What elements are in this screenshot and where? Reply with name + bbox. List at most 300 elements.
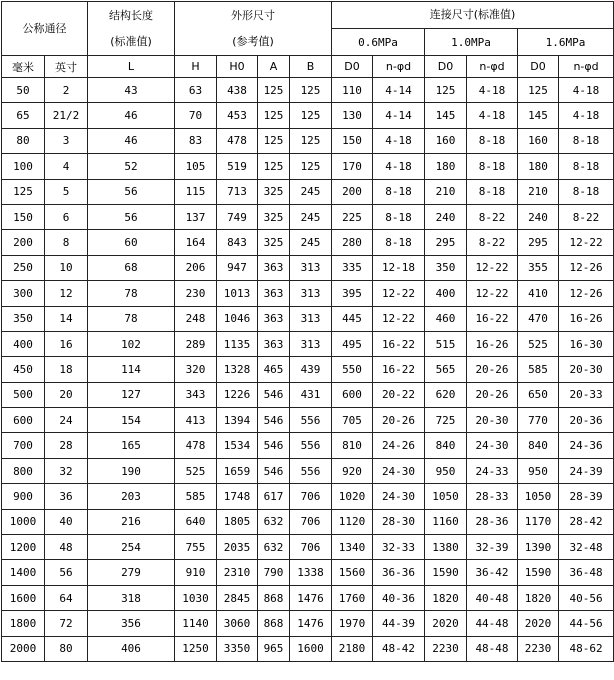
cell-D0-0-6: 2180 [332, 636, 373, 661]
structure-length-note: (标准值) [110, 34, 152, 48]
cell-nphid-0-6: 12-22 [373, 281, 425, 306]
cell-D0-1-0: 125 [425, 78, 467, 103]
table-row [2, 204, 614, 229]
cell-mm: 600 [2, 408, 45, 433]
cell-mm: 200 [2, 230, 45, 255]
cell-H0: 749 [217, 204, 258, 229]
cell-mm: 50 [2, 78, 45, 103]
cell-A: 546 [258, 433, 290, 458]
cell-mm: 125 [2, 179, 45, 204]
header-A: A [258, 56, 290, 78]
cell-nphid-0-6: 20-26 [373, 408, 425, 433]
cell-H0: 843 [217, 230, 258, 255]
cell-H0: 1534 [217, 433, 258, 458]
cell-H0: 947 [217, 255, 258, 280]
table-row [2, 611, 614, 636]
cell-nphid-1-6: 4-18 [559, 103, 614, 128]
cell-H0: 713 [217, 179, 258, 204]
cell-inch: 8 [45, 230, 88, 255]
cell-nphid-1-0: 20-30 [467, 408, 518, 433]
cell-nphid-1-6: 8-22 [559, 204, 614, 229]
cell-D0-0-6: 1760 [332, 585, 373, 610]
cell-mm: 1400 [2, 560, 45, 585]
cell-nphid-0-6: 20-22 [373, 382, 425, 407]
cell-nphid-1-6: 20-30 [559, 357, 614, 382]
cell-nphid-1-0: 8-22 [467, 230, 518, 255]
cell-L: 78 [88, 281, 175, 306]
cell-H: 137 [175, 204, 217, 229]
table-row [2, 357, 614, 382]
cell-nphid-1-6: 20-36 [559, 408, 614, 433]
cell-D0-0-6: 280 [332, 230, 373, 255]
cell-H0: 3060 [217, 611, 258, 636]
cell-D0-0-6: 395 [332, 281, 373, 306]
header-D0-0-6: D0 [332, 56, 373, 78]
cell-D0-1-6: 840 [518, 433, 559, 458]
cell-D0-1-6: 525 [518, 331, 559, 356]
header-inch: 英寸 [45, 56, 88, 78]
cell-D0-1-6: 770 [518, 408, 559, 433]
cell-mm: 300 [2, 281, 45, 306]
cell-A: 965 [258, 636, 290, 661]
cell-nphid-0-6: 12-18 [373, 255, 425, 280]
cell-nphid-0-6: 40-36 [373, 585, 425, 610]
cell-D0-0-6: 705 [332, 408, 373, 433]
cell-inch: 2 [45, 78, 88, 103]
cell-D0-1-6: 2230 [518, 636, 559, 661]
cell-nphid-0-6: 8-18 [373, 204, 425, 229]
cell-A: 632 [258, 535, 290, 560]
cell-B: 556 [290, 433, 332, 458]
header-connection-dims: 连接尺寸(标准值) [332, 2, 614, 29]
cell-H0: 1046 [217, 306, 258, 331]
cell-D0-1-0: 240 [425, 204, 467, 229]
cell-nphid-1-0: 28-33 [467, 484, 518, 509]
cell-L: 52 [88, 154, 175, 179]
cell-nphid-1-0: 16-22 [467, 306, 518, 331]
cell-H: 289 [175, 331, 217, 356]
cell-inch: 72 [45, 611, 88, 636]
cell-nphid-1-0: 12-22 [467, 255, 518, 280]
cell-A: 632 [258, 509, 290, 534]
cell-A: 325 [258, 204, 290, 229]
cell-D0-0-6: 495 [332, 331, 373, 356]
cell-nphid-0-6: 4-18 [373, 128, 425, 153]
cell-mm: 1000 [2, 509, 45, 534]
cell-mm: 800 [2, 458, 45, 483]
cell-nphid-0-6: 8-18 [373, 179, 425, 204]
table-row [2, 281, 614, 306]
cell-D0-1-0: 1050 [425, 484, 467, 509]
cell-nphid-1-6: 12-26 [559, 281, 614, 306]
header-nphid-1-0: n-φd [467, 56, 518, 78]
cell-nphid-1-0: 4-18 [467, 78, 518, 103]
cell-D0-1-0: 565 [425, 357, 467, 382]
cell-A: 363 [258, 255, 290, 280]
header-outline-dims [175, 2, 332, 56]
cell-inch: 28 [45, 433, 88, 458]
cell-inch: 64 [45, 585, 88, 610]
cell-H: 585 [175, 484, 217, 509]
cell-D0-1-6: 240 [518, 204, 559, 229]
cell-nphid-1-6: 8-18 [559, 128, 614, 153]
table-row [2, 509, 614, 534]
cell-nphid-1-6: 16-30 [559, 331, 614, 356]
cell-H0: 1135 [217, 331, 258, 356]
cell-nphid-1-6: 24-36 [559, 433, 614, 458]
cell-nphid-1-6: 48-62 [559, 636, 614, 661]
cell-nphid-0-6: 28-30 [373, 509, 425, 534]
cell-nphid-1-0: 36-42 [467, 560, 518, 585]
cell-D0-1-6: 2020 [518, 611, 559, 636]
cell-nphid-1-6: 12-22 [559, 230, 614, 255]
cell-B: 1600 [290, 636, 332, 661]
cell-inch: 5 [45, 179, 88, 204]
cell-A: 125 [258, 128, 290, 153]
cell-H: 206 [175, 255, 217, 280]
cell-D0-1-6: 160 [518, 128, 559, 153]
cell-nphid-1-6: 4-18 [559, 78, 614, 103]
table-row [2, 484, 614, 509]
cell-mm: 2000 [2, 636, 45, 661]
cell-nphid-1-0: 8-18 [467, 128, 518, 153]
cell-H0: 1394 [217, 408, 258, 433]
header-nphid-0-6: n-φd [373, 56, 425, 78]
table-row [2, 78, 614, 103]
cell-A: 465 [258, 357, 290, 382]
cell-H: 343 [175, 382, 217, 407]
cell-L: 127 [88, 382, 175, 407]
table-row [2, 382, 614, 407]
cell-B: 1476 [290, 611, 332, 636]
cell-L: 60 [88, 230, 175, 255]
cell-D0-0-6: 1560 [332, 560, 373, 585]
cell-H: 413 [175, 408, 217, 433]
cell-H: 83 [175, 128, 217, 153]
cell-B: 125 [290, 128, 332, 153]
table-row [2, 331, 614, 356]
cell-D0-0-6: 1970 [332, 611, 373, 636]
cell-A: 125 [258, 78, 290, 103]
cell-B: 313 [290, 331, 332, 356]
cell-B: 313 [290, 306, 332, 331]
cell-nphid-0-6: 4-18 [373, 154, 425, 179]
cell-D0-1-0: 210 [425, 179, 467, 204]
cell-D0-1-0: 2020 [425, 611, 467, 636]
cell-nphid-1-0: 32-39 [467, 535, 518, 560]
cell-D0-0-6: 1340 [332, 535, 373, 560]
cell-nphid-1-0: 40-48 [467, 585, 518, 610]
table-row [2, 230, 614, 255]
cell-D0-0-6: 920 [332, 458, 373, 483]
cell-D0-1-6: 470 [518, 306, 559, 331]
cell-L: 406 [88, 636, 175, 661]
cell-inch: 16 [45, 331, 88, 356]
cell-B: 313 [290, 281, 332, 306]
cell-A: 868 [258, 611, 290, 636]
table-row [2, 458, 614, 483]
cell-D0-1-0: 160 [425, 128, 467, 153]
cell-L: 46 [88, 128, 175, 153]
cell-D0-1-0: 1820 [425, 585, 467, 610]
cell-L: 154 [88, 408, 175, 433]
cell-B: 125 [290, 78, 332, 103]
cell-D0-1-0: 350 [425, 255, 467, 280]
header-pressure-1-0: 1.0MPa [425, 29, 518, 56]
cell-D0-1-6: 950 [518, 458, 559, 483]
cell-nphid-1-6: 12-26 [559, 255, 614, 280]
cell-L: 68 [88, 255, 175, 280]
cell-L: 203 [88, 484, 175, 509]
cell-nphid-1-6: 36-48 [559, 560, 614, 585]
cell-nphid-1-6: 40-56 [559, 585, 614, 610]
cell-D0-1-0: 950 [425, 458, 467, 483]
table-row [2, 433, 614, 458]
cell-D0-1-6: 295 [518, 230, 559, 255]
cell-A: 125 [258, 154, 290, 179]
cell-D0-0-6: 170 [332, 154, 373, 179]
cell-L: 254 [88, 535, 175, 560]
cell-D0-1-6: 355 [518, 255, 559, 280]
cell-nphid-1-0: 8-18 [467, 154, 518, 179]
cell-B: 125 [290, 103, 332, 128]
cell-A: 546 [258, 382, 290, 407]
table-body [2, 78, 614, 662]
table-row [2, 179, 614, 204]
cell-mm: 500 [2, 382, 45, 407]
cell-nphid-0-6: 16-22 [373, 331, 425, 356]
cell-mm: 150 [2, 204, 45, 229]
cell-H0: 1226 [217, 382, 258, 407]
cell-nphid-1-6: 28-39 [559, 484, 614, 509]
table-row [2, 560, 614, 585]
cell-B: 706 [290, 484, 332, 509]
table-row [2, 255, 614, 280]
cell-B: 556 [290, 458, 332, 483]
cell-H0: 1748 [217, 484, 258, 509]
cell-H0: 3350 [217, 636, 258, 661]
cell-inch: 10 [45, 255, 88, 280]
cell-nphid-1-0: 48-48 [467, 636, 518, 661]
cell-B: 556 [290, 408, 332, 433]
cell-H0: 2845 [217, 585, 258, 610]
structure-length-title: 结构长度 [109, 8, 153, 22]
cell-H0: 453 [217, 103, 258, 128]
cell-inch: 12 [45, 281, 88, 306]
cell-nphid-0-6: 4-14 [373, 78, 425, 103]
cell-D0-1-6: 1050 [518, 484, 559, 509]
cell-D0-1-6: 1820 [518, 585, 559, 610]
cell-H: 230 [175, 281, 217, 306]
cell-D0-0-6: 130 [332, 103, 373, 128]
cell-nphid-1-0: 24-30 [467, 433, 518, 458]
table-row [2, 636, 614, 661]
cell-nphid-1-6: 32-48 [559, 535, 614, 560]
cell-H0: 519 [217, 154, 258, 179]
cell-mm: 400 [2, 331, 45, 356]
table-row [2, 535, 614, 560]
cell-inch: 40 [45, 509, 88, 534]
cell-A: 868 [258, 585, 290, 610]
cell-inch: 21/2 [45, 103, 88, 128]
table-row [2, 306, 614, 331]
cell-D0-1-0: 2230 [425, 636, 467, 661]
cell-inch: 4 [45, 154, 88, 179]
header-structure-length [88, 2, 175, 56]
cell-nphid-1-6: 8-18 [559, 179, 614, 204]
cell-H: 755 [175, 535, 217, 560]
cell-D0-0-6: 335 [332, 255, 373, 280]
cell-nphid-0-6: 24-30 [373, 458, 425, 483]
cell-B: 706 [290, 509, 332, 534]
cell-nphid-1-0: 8-22 [467, 204, 518, 229]
table-row [2, 408, 614, 433]
cell-B: 431 [290, 382, 332, 407]
cell-nphid-1-0: 28-36 [467, 509, 518, 534]
header-D0-1-6: D0 [518, 56, 559, 78]
cell-nphid-0-6: 36-36 [373, 560, 425, 585]
cell-D0-0-6: 200 [332, 179, 373, 204]
cell-B: 1338 [290, 560, 332, 585]
cell-L: 356 [88, 611, 175, 636]
cell-D0-1-6: 1390 [518, 535, 559, 560]
cell-H: 320 [175, 357, 217, 382]
cell-nphid-1-0: 20-26 [467, 357, 518, 382]
cell-D0-1-0: 400 [425, 281, 467, 306]
cell-L: 279 [88, 560, 175, 585]
cell-A: 790 [258, 560, 290, 585]
header-row-3 [2, 56, 614, 78]
table-row [2, 154, 614, 179]
outline-dims-title: 外形尺寸 [231, 8, 275, 22]
cell-L: 46 [88, 103, 175, 128]
cell-D0-1-0: 1380 [425, 535, 467, 560]
cell-nphid-1-6: 24-39 [559, 458, 614, 483]
cell-inch: 3 [45, 128, 88, 153]
outline-dims-note: (参考值) [232, 34, 274, 48]
cell-D0-1-0: 145 [425, 103, 467, 128]
cell-A: 546 [258, 408, 290, 433]
cell-nphid-0-6: 12-22 [373, 306, 425, 331]
cell-A: 363 [258, 331, 290, 356]
cell-D0-1-6: 1590 [518, 560, 559, 585]
cell-inch: 56 [45, 560, 88, 585]
cell-nphid-0-6: 48-42 [373, 636, 425, 661]
cell-D0-0-6: 1020 [332, 484, 373, 509]
header-nominal-diameter: 公称通径 [2, 2, 88, 56]
cell-H: 910 [175, 560, 217, 585]
cell-nphid-1-0: 8-18 [467, 179, 518, 204]
cell-D0-1-0: 515 [425, 331, 467, 356]
table-row [2, 103, 614, 128]
header-row-1 [2, 2, 614, 29]
cell-mm: 1200 [2, 535, 45, 560]
cell-nphid-0-6: 16-22 [373, 357, 425, 382]
header-pressure-0-6: 0.6MPa [332, 29, 425, 56]
cell-H: 248 [175, 306, 217, 331]
cell-D0-1-6: 585 [518, 357, 559, 382]
cell-inch: 80 [45, 636, 88, 661]
header-mm: 毫米 [2, 56, 45, 78]
cell-H0: 1805 [217, 509, 258, 534]
cell-A: 325 [258, 179, 290, 204]
cell-nphid-1-0: 20-26 [467, 382, 518, 407]
header-H: H [175, 56, 217, 78]
cell-inch: 6 [45, 204, 88, 229]
cell-mm: 700 [2, 433, 45, 458]
cell-H: 1030 [175, 585, 217, 610]
header-H0: H0 [217, 56, 258, 78]
cell-H0: 1328 [217, 357, 258, 382]
cell-L: 190 [88, 458, 175, 483]
cell-nphid-1-0: 44-48 [467, 611, 518, 636]
cell-H0: 438 [217, 78, 258, 103]
cell-H: 525 [175, 458, 217, 483]
cell-L: 43 [88, 78, 175, 103]
header-L: L [88, 56, 175, 78]
cell-D0-0-6: 150 [332, 128, 373, 153]
cell-inch: 24 [45, 408, 88, 433]
cell-H0: 2310 [217, 560, 258, 585]
cell-H: 164 [175, 230, 217, 255]
valve-dimension-table [1, 1, 614, 662]
cell-D0-1-0: 295 [425, 230, 467, 255]
cell-B: 125 [290, 154, 332, 179]
cell-H0: 2035 [217, 535, 258, 560]
cell-mm: 80 [2, 128, 45, 153]
cell-D0-1-0: 1160 [425, 509, 467, 534]
cell-mm: 65 [2, 103, 45, 128]
header-B: B [290, 56, 332, 78]
cell-L: 216 [88, 509, 175, 534]
cell-B: 245 [290, 230, 332, 255]
cell-D0-1-0: 460 [425, 306, 467, 331]
cell-nphid-1-0: 16-26 [467, 331, 518, 356]
cell-D0-0-6: 600 [332, 382, 373, 407]
cell-D0-1-0: 1590 [425, 560, 467, 585]
cell-H0: 478 [217, 128, 258, 153]
cell-B: 313 [290, 255, 332, 280]
cell-A: 125 [258, 103, 290, 128]
cell-D0-1-6: 1170 [518, 509, 559, 534]
cell-nphid-1-6: 8-18 [559, 154, 614, 179]
cell-B: 245 [290, 204, 332, 229]
cell-nphid-0-6: 4-14 [373, 103, 425, 128]
cell-L: 114 [88, 357, 175, 382]
cell-nphid-0-6: 44-39 [373, 611, 425, 636]
cell-nphid-1-6: 20-33 [559, 382, 614, 407]
table-row [2, 585, 614, 610]
cell-D0-0-6: 550 [332, 357, 373, 382]
cell-D0-0-6: 1120 [332, 509, 373, 534]
header-nphid-1-6: n-φd [559, 56, 614, 78]
cell-L: 318 [88, 585, 175, 610]
cell-A: 617 [258, 484, 290, 509]
cell-A: 325 [258, 230, 290, 255]
cell-A: 363 [258, 281, 290, 306]
cell-D0-1-0: 620 [425, 382, 467, 407]
cell-mm: 100 [2, 154, 45, 179]
cell-mm: 250 [2, 255, 45, 280]
cell-D0-1-0: 180 [425, 154, 467, 179]
cell-L: 165 [88, 433, 175, 458]
cell-inch: 32 [45, 458, 88, 483]
cell-D0-1-0: 840 [425, 433, 467, 458]
cell-H: 1250 [175, 636, 217, 661]
cell-D0-1-0: 725 [425, 408, 467, 433]
cell-nphid-0-6: 32-33 [373, 535, 425, 560]
cell-D0-1-6: 410 [518, 281, 559, 306]
